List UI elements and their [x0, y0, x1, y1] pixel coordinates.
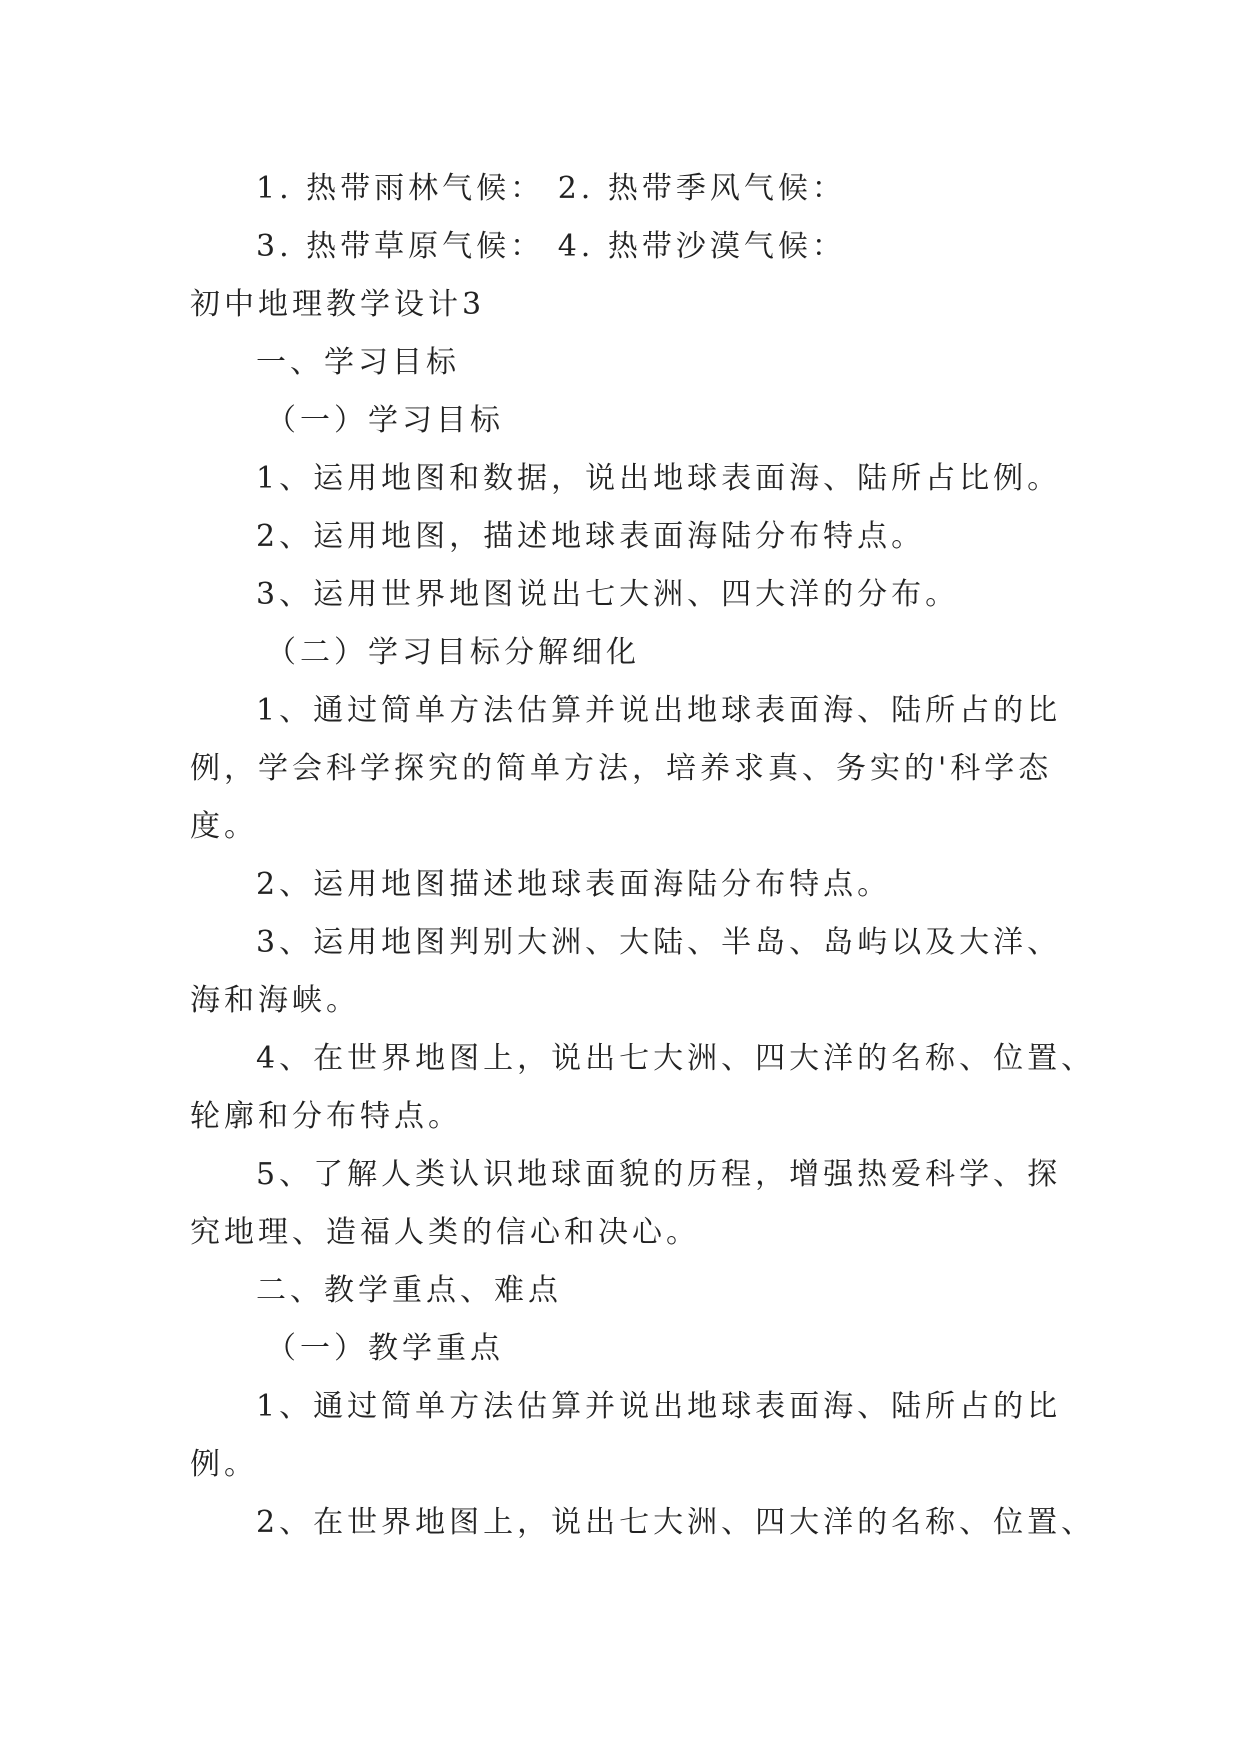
- paragraph-line: 1、运用地图和数据，说出地球表面海、陆所占比例。: [256, 461, 1062, 496]
- paragraph-line: 3、运用世界地图说出七大洲、四大洋的分布。: [256, 577, 960, 612]
- paragraph-line: 轮廓和分布特点。: [190, 1099, 462, 1134]
- heading-key-difficult-points: 二、教学重点、难点: [256, 1273, 562, 1308]
- section-title: 初中地理教学设计3: [190, 287, 486, 322]
- climate-line-2: 3. 热带草原气候： 4. 热带沙漠气候：: [256, 229, 846, 264]
- paragraph-line: 3、运用地图判别大洲、大陆、半岛、岛屿以及大洋、: [256, 925, 1062, 960]
- paragraph-line: 2、运用地图描述地球表面海陆分布特点。: [256, 867, 892, 902]
- paragraph-line: 例，学会科学探究的简单方法，培养求真、务实的'科学态: [190, 751, 1053, 786]
- paragraph-line: 2、运用地图，描述地球表面海陆分布特点。: [256, 519, 926, 554]
- document-body: [190, 160, 1096, 1552]
- climate-line-1: 1. 热带雨林气候： 2. 热带季风气候：: [256, 171, 846, 206]
- paragraph-line: 4、在世界地图上，说出七大洲、四大洋的名称、位置、: [256, 1041, 1096, 1076]
- subheading-goal-breakdown: （二）学习目标分解细化: [266, 635, 640, 670]
- subheading-learning-goals: （一）学习目标: [266, 403, 504, 438]
- paragraph-line: 海和海峡。: [190, 983, 360, 1018]
- paragraph-line: 究地理、造福人类的信心和决心。: [190, 1215, 700, 1250]
- paragraph-line: 1、通过简单方法估算并说出地球表面海、陆所占的比: [256, 693, 1062, 728]
- paragraph-line: 例。: [190, 1447, 258, 1482]
- paragraph-line: 5、了解人类认识地球面貌的历程，增强热爱科学、探: [256, 1157, 1062, 1192]
- paragraph-line: 度。: [190, 809, 258, 844]
- paragraph-line: 1、通过简单方法估算并说出地球表面海、陆所占的比: [256, 1389, 1062, 1424]
- paragraph-line: 2、在世界地图上，说出七大洲、四大洋的名称、位置、: [256, 1505, 1096, 1540]
- subheading-key-points: （一）教学重点: [266, 1331, 504, 1366]
- heading-learning-goals: 一、学习目标: [256, 345, 460, 380]
